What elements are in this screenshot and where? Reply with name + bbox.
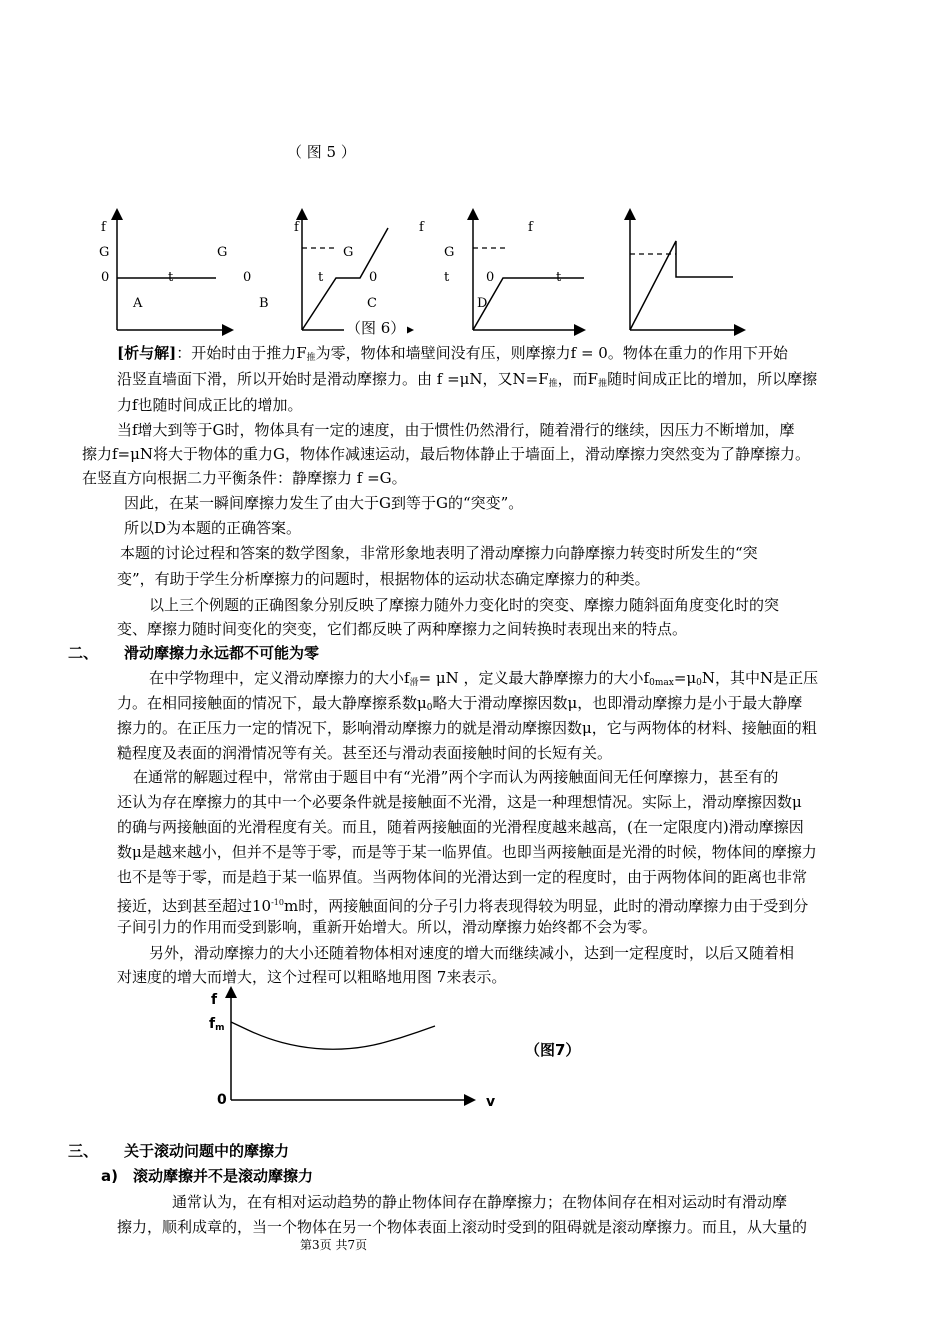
analysis-label: [析与解] bbox=[117, 344, 177, 362]
section-2-p2-line4: 数μ是越来越小，但并不是等于零，而是等于某一临界值。也即当两接触面是光滑的时候，物体间的摩擦力 bbox=[117, 843, 817, 861]
section-3a-number: a) bbox=[101, 1167, 118, 1185]
section-2-p1-line1: 在中学物理中，定义滑动摩擦力的大小$f_滑= \mu N$ ，定义最大静摩擦力的大小$f_{0max}=\mu_0N$，其中N是正压 bbox=[149, 669, 819, 688]
section-2-p2-line5: 也不是等于零，而是趋于某一临界值。当两物体间的光滑达到一定的程度时，由于两物体间的距离也非常 bbox=[117, 868, 808, 886]
section-3-title: 关于滚动问题中的摩擦力 bbox=[124, 1142, 290, 1160]
section-3-p1-line2: 擦力，顺利成章的，当一个物体在另一个物体表面上滚动时受到的阻碍就是滚动摩擦力。而且，从大量的 bbox=[117, 1218, 808, 1236]
analysis-p3: 因此，在某一瞬间摩擦力发生了由大于G到等于G的“突变”。 bbox=[124, 494, 524, 512]
page-footer: 第3页 共7页 bbox=[300, 1238, 368, 1252]
graph-a-f-label: f bbox=[101, 220, 106, 235]
analysis-p2-line3: 在竖直方向根据二力平衡条件：静摩擦力 f =G。 bbox=[82, 469, 407, 487]
section-2-p2-line6: 接近，达到甚至超过$10^{-10}m$时，两接触面间的分子引力将表现得较为明显，此时的滑动摩擦力由于受到分 bbox=[117, 897, 809, 915]
graph-c-name: C bbox=[367, 296, 377, 311]
section-3a-title: 滚动摩擦并不是滚动摩擦力 bbox=[133, 1167, 314, 1185]
figure-6-axes bbox=[0, 0, 950, 340]
section-3-number: 三、 bbox=[68, 1142, 99, 1160]
section-2-p3-line1: 另外，滑动摩擦力的大小还随着物体相对速度的增大而继续减小，达到一定程度时，以后又随着相 bbox=[149, 944, 795, 962]
graph-d-line bbox=[630, 241, 733, 330]
section-2-number: 二、 bbox=[68, 644, 99, 662]
analysis-p6-line1: 以上三个例题的正确图象分别反映了摩擦力随外力变化时的突变、摩擦力随斜面角度变化时的突 bbox=[149, 596, 780, 614]
analysis-p4: 所以D为本题的正确答案。 bbox=[124, 519, 302, 537]
graph-c-f-label: f bbox=[419, 220, 424, 235]
section-2-p2-line3: 的确与两接触面的光滑程度有关。而且，随着两接触面的光滑程度越来越高，(在一定限度内)滑动摩擦因 bbox=[117, 818, 804, 836]
graph-b-t-label: t bbox=[318, 270, 324, 285]
graph-d bbox=[630, 214, 740, 330]
figure-7-y-label: f bbox=[211, 992, 218, 1008]
section-3-p1-line1: 通常认为，在有相对运动趋势的静止物体间存在静摩擦力；在物体间存在相对运动时有滑动摩 bbox=[172, 1193, 788, 1211]
figure-6-caption: （图 6） bbox=[344, 314, 407, 343]
section-2-p1-line2: 力。在相同接触面的情况下，最大静摩擦系数$\mu_0$略大于滑动摩擦因数μ，也即滑动摩擦力是小于最大静摩 bbox=[117, 694, 803, 713]
graph-d-f-label: f bbox=[528, 220, 533, 235]
figure-5-caption: （ 图 5 ） bbox=[287, 143, 356, 161]
figure-7-caption: （图7） bbox=[525, 1041, 581, 1059]
figure-7-curve bbox=[231, 1022, 435, 1049]
graph-a-t-label: t bbox=[168, 270, 174, 285]
analysis-p5-line1: 本题的讨论过程和答案的数学图象，非常形象地表明了滑动摩擦力向静摩擦力转变时所发生的“突 bbox=[120, 544, 758, 562]
graph-a-g-label: G bbox=[99, 245, 110, 260]
analysis-p1-line1: [析与解]：开始时由于推力$F_推$为零，物体和墙壁间没有压，则摩擦力f = 0。物体在重力的作用下开始 bbox=[117, 344, 788, 363]
graph-b-f-label: f bbox=[294, 220, 299, 235]
graph-d-origin-label: 0 bbox=[486, 270, 495, 285]
analysis-p2-line1: 当f增大到等于G时，物体具有一定的速度，由于惯性仍然滑行，随着滑行的继续，因压力不断增加，摩 bbox=[117, 421, 795, 439]
analysis-p5-line2: 变”，有助于学生分析摩擦力的问题时，根据物体的运动状态确定摩擦力的种类。 bbox=[117, 570, 650, 588]
analysis-p1-line3: 力f也随时间成正比的增加。 bbox=[117, 396, 303, 414]
graph-b-g-label: G bbox=[217, 245, 228, 260]
graph-c-line bbox=[473, 278, 584, 330]
figure-7-origin: 0 bbox=[217, 1092, 227, 1108]
section-2-p2-line7: 子间引力的作用而受到影响，重新开始增大。所以，滑动摩擦力始终都不会为零。 bbox=[117, 918, 658, 936]
graph-d-t-label: t bbox=[556, 270, 562, 285]
analysis-p2-line2: 擦力f=μN将大于物体的重力G，物体作减速运动，最后物体静止于墙面上，滑动摩擦力突然变为了静摩擦力。 bbox=[82, 445, 810, 463]
graph-a-origin-label: 0 bbox=[101, 270, 110, 285]
graph-d-name: D bbox=[477, 296, 488, 311]
analysis-p6-line2: 变、摩擦力随时间变化的突变，它们都反映了两种摩擦力之间转换时表现出来的特点。 bbox=[117, 620, 688, 638]
graph-d-g-label: G bbox=[444, 245, 455, 260]
figure-7-y-tick: $f_m$ bbox=[209, 1016, 225, 1033]
section-2-p1-line4: 糙程度及表面的润滑情况等有关。甚至还与滑动表面接触时间的长短有关。 bbox=[117, 744, 613, 762]
graph-a-name: A bbox=[133, 296, 143, 311]
section-2-title: 滑动摩擦力永远都不可能为零 bbox=[124, 644, 320, 662]
section-2-p2-line2: 还认为存在摩擦力的其中一个必要条件就是接触面不光滑，这是一种理想情况。实际上，滑动摩擦因数μ bbox=[117, 793, 802, 811]
graph-b-origin-label: 0 bbox=[243, 270, 252, 285]
graph-b-name: B bbox=[259, 296, 269, 311]
graph-c-t-label: t bbox=[444, 270, 450, 285]
analysis-p1-line2: 沿竖直墙面下滑，所以开始时是滑动摩擦力。由 f =μN，又$N=F_推$，而$F_推$随时间成正比的增加，所以摩擦 bbox=[117, 370, 818, 389]
graph-c-g-label: G bbox=[343, 245, 354, 260]
section-2-p3-line2: 对速度的增大而增大，这个过程可以粗略地用图 7来表示。 bbox=[117, 968, 507, 986]
figure-7-x-label: v bbox=[486, 1094, 496, 1110]
section-2-p1-line3: 擦力的。在正压力一定的情况下，影响滑动摩擦力的就是滑动摩擦因数μ，它与两物体的材料、接触面的粗 bbox=[117, 719, 817, 737]
graph-c-origin-label: 0 bbox=[369, 270, 378, 285]
section-2-p2-line1: 在通常的解题过程中，常常由于题目中有“光滑”两个字而认为两接触面间无任何摩擦力，甚至有的 bbox=[133, 768, 779, 786]
